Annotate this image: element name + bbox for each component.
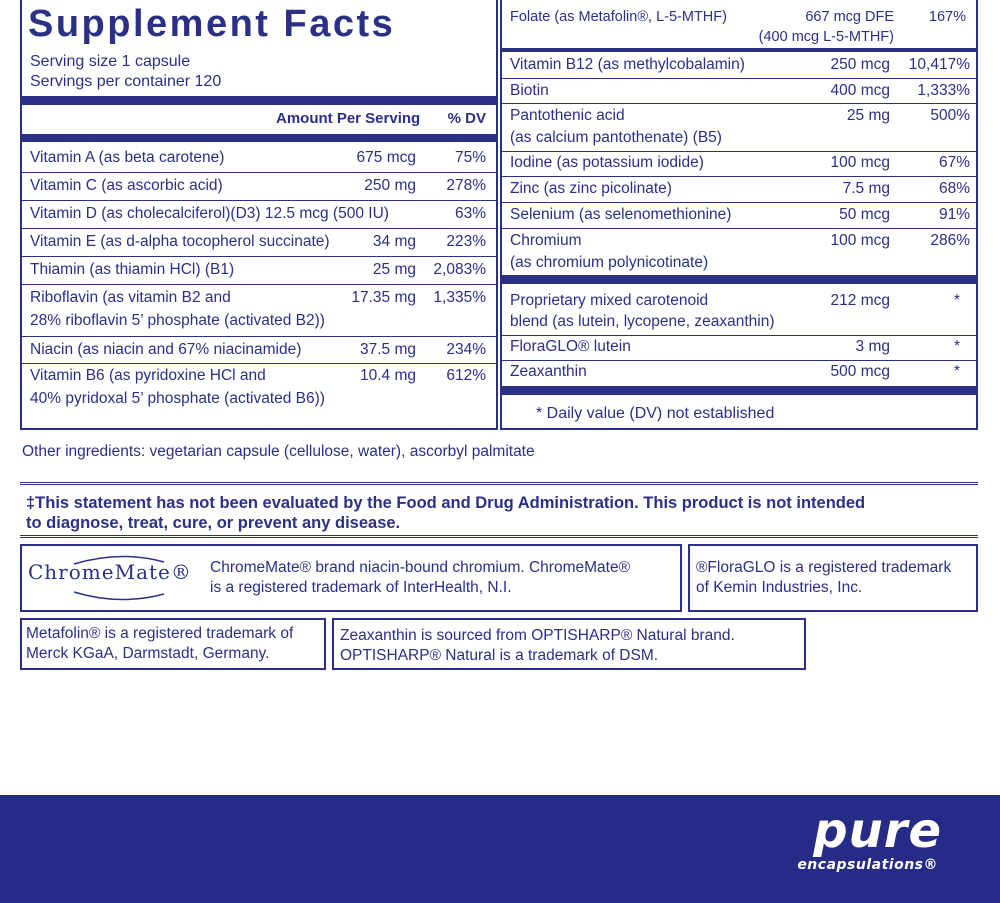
nutrient-amount: 25 mg (372, 261, 416, 278)
ingredient-name: FloraGLO® lutein (510, 338, 631, 355)
nutrient-dv: 286% (930, 232, 970, 249)
nutrient-name: Vitamin C (as ascorbic acid) (30, 177, 223, 194)
nutrient-dv: 68% (938, 180, 970, 197)
nutrient-dv: 167% (928, 9, 966, 25)
nutrient-amount: 17.35 mg (351, 289, 416, 306)
nutrient-amount: 37.5 mg (359, 341, 416, 358)
chromemate-swoosh-icon (72, 552, 168, 602)
nutrient-name: Riboflavin (as vitamin B2 and (30, 289, 231, 306)
row-divider (22, 228, 496, 229)
nutrient-dv: 91% (938, 206, 970, 223)
floraglo-text-line1: ®FloraGLO is a registered trademark (696, 559, 952, 576)
row-divider (502, 335, 976, 336)
nutrient-name: Vitamin D (as cholecalciferol)(D3) 12.5 mcg (500 IU) (30, 205, 389, 222)
floraglo-text-line2: of Kemin Industries, Inc. (696, 579, 863, 596)
brand-footer (0, 795, 1000, 903)
nutrient-name-line2: (as chromium polynicotinate) (510, 254, 709, 271)
supplement-facts-left-panel (20, 0, 498, 430)
row-divider (22, 284, 496, 285)
nutrient-name-line2: 40% pyridoxal 5’ phosphate (activated B6)) (30, 390, 325, 407)
row-divider (22, 200, 496, 201)
metafolin-box (20, 618, 326, 670)
serving-size: Serving size 1 capsule (30, 53, 191, 70)
optisharp-text-line2: OPTISHARP® Natural is a trademark of DSM. (340, 647, 659, 664)
chromemate-text-line2: is a registered trademark of InterHealth, N.I. (210, 579, 512, 596)
nutrient-name-line2: (as calcium pantothenate) (B5) (510, 129, 722, 146)
nutrient-amount-line2: (400 mcg L-5-MTHF) (758, 29, 894, 45)
facts-title: Supplement Facts (28, 3, 396, 45)
optisharp-box (332, 618, 806, 670)
thick-divider (502, 386, 976, 395)
nutrient-dv: 1,335% (433, 289, 486, 306)
nutrient-amount: 25 mg (846, 107, 890, 124)
nutrient-dv: 2,083% (433, 261, 486, 278)
row-divider (22, 363, 496, 364)
servings-per-container: Servings per container 120 (30, 73, 222, 90)
row-divider (502, 103, 976, 104)
row-divider (502, 228, 976, 229)
nutrient-name: Niacin (as niacin and 67% niacinamide) (30, 341, 302, 358)
row-divider (502, 151, 976, 152)
row-divider (502, 78, 976, 79)
metafolin-text-line1: Metafolin® is a registered trademark of (26, 625, 294, 642)
nutrient-dv: 1,333% (917, 82, 970, 99)
row-divider (502, 202, 976, 203)
row-divider (22, 172, 496, 173)
chromemate-box (20, 544, 682, 612)
row-divider (22, 256, 496, 257)
row-divider (502, 48, 976, 52)
row-divider (502, 176, 976, 177)
nutrient-name: Vitamin A (as beta carotene) (30, 149, 225, 166)
brand-logo-pure: pure (813, 803, 942, 859)
dv-header: % DV (447, 110, 486, 127)
dv-footnote: * Daily value (DV) not established (536, 405, 775, 422)
nutrient-dv: 223% (446, 233, 486, 250)
nutrient-amount: 100 mcg (830, 154, 890, 171)
fda-statement-box (20, 482, 978, 538)
ingredient-amount: 3 mg (855, 338, 890, 355)
ingredient-name: Zeaxanthin (510, 363, 587, 380)
nutrient-name-line2: 28% riboflavin 5’ phosphate (activated B2)) (30, 312, 325, 329)
nutrient-dv: 63% (454, 205, 486, 222)
header-divider (22, 134, 496, 142)
nutrient-name: Thiamin (as thiamin HCl) (B1) (30, 261, 235, 278)
other-ingredients: Other ingredients: vegetarian capsule (cellulose, water), ascorbyl palmitate (22, 443, 535, 460)
nutrient-name: Zinc (as zinc picolinate) (510, 180, 672, 197)
nutrient-name: Selenium (as selenomethionine) (510, 206, 732, 223)
nutrient-name: Chromium (510, 232, 582, 249)
floraglo-box (688, 544, 978, 612)
thick-divider (502, 275, 976, 284)
nutrient-name: Folate (as Metafolin®, L-5-MTHF) (510, 9, 727, 25)
ingredient-name: Proprietary mixed carotenoid (510, 292, 709, 309)
optisharp-text-line1: Zeaxanthin is sourced from OPTISHARP® Natural brand. (340, 627, 735, 644)
nutrient-amount: 250 mg (364, 177, 416, 194)
nutrient-dv: 10,417% (908, 56, 970, 73)
nutrient-name: Vitamin B12 (as methylcobalamin) (510, 56, 745, 73)
nutrient-amount: 7.5 mg (842, 180, 890, 197)
fda-statement-line2: to diagnose, treat, cure, or prevent any disease. (26, 514, 401, 532)
ingredient-amount: 500 mcg (830, 363, 890, 380)
nutrient-amount: 50 mcg (839, 206, 890, 223)
nutrient-amount: 10.4 mg (359, 367, 416, 384)
chromemate-logo: ChromeMate® (28, 560, 192, 584)
ingredient-name-line2: blend (as lutein, lycopene, zeaxanthin) (510, 313, 775, 330)
metafolin-text-line2: Merck KGaA, Darmstadt, Germany. (26, 645, 270, 662)
nutrient-dv: 612% (446, 367, 486, 384)
nutrient-amount: 34 mg (372, 233, 416, 250)
nutrient-name: Iodine (as potassium iodide) (510, 154, 704, 171)
ingredient-dv: * (953, 292, 960, 309)
brand-logo-encapsulations: encapsulations® (797, 857, 938, 873)
nutrient-name: Biotin (510, 82, 549, 99)
nutrient-dv: 278% (446, 177, 486, 194)
chromemate-text-line1: ChromeMate® brand niacin-bound chromium. ChromeMate® (210, 559, 630, 576)
ingredient-dv: * (953, 338, 960, 355)
thick-divider (22, 96, 496, 105)
nutrient-dv: 67% (938, 154, 970, 171)
row-divider (22, 336, 496, 337)
nutrient-amount: 675 mcg (356, 149, 416, 166)
nutrient-dv: 234% (446, 341, 486, 358)
nutrient-dv: 75% (454, 149, 486, 166)
nutrient-name: Pantothenic acid (510, 107, 625, 124)
amount-header: Amount Per Serving (276, 110, 421, 127)
fda-statement-line1: ‡This statement has not been evaluated by the Food and Drug Administration. This product is not intended (26, 494, 866, 512)
ingredient-dv: * (953, 363, 960, 380)
nutrient-amount: 250 mcg (830, 56, 890, 73)
nutrient-amount: 100 mcg (830, 232, 890, 249)
nutrient-name: Vitamin E (as d-alpha tocopherol succinate) (30, 233, 330, 250)
nutrient-amount: 400 mcg (830, 82, 890, 99)
supplement-facts-right-panel (500, 0, 978, 430)
nutrient-amount: 667 mcg DFE (805, 9, 894, 25)
nutrient-name: Vitamin B6 (as pyridoxine HCl and (30, 367, 266, 384)
row-divider (502, 360, 976, 361)
nutrient-dv: 500% (930, 107, 970, 124)
ingredient-amount: 212 mcg (830, 292, 890, 309)
